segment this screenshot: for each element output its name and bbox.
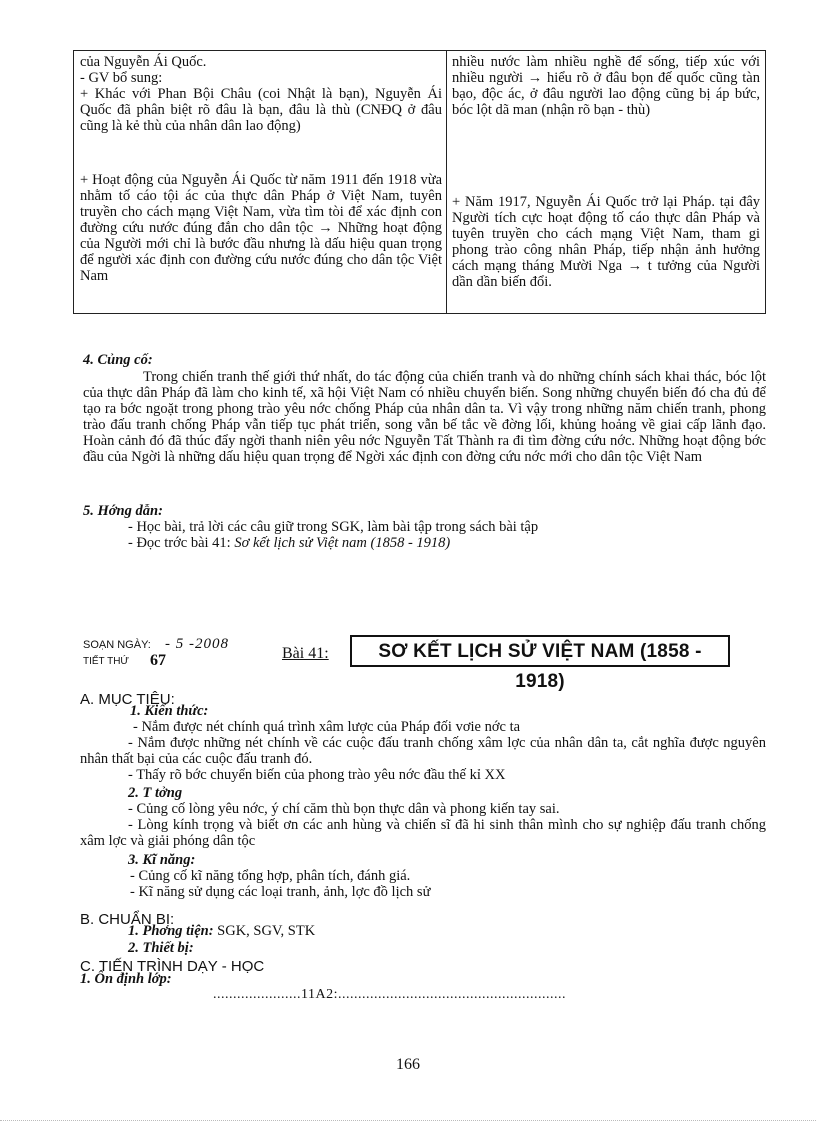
thiet-bi-line: 2. Thiết bị: (128, 940, 194, 956)
section-heading-chuan-bi: B. CHUẨN BỊ: (80, 911, 175, 928)
list-item: - Củng cố kĩ năng tổng hợp, phân tích, đánh giá. (130, 868, 411, 884)
next-lesson-title: Sơ kết lịch sử Việt nam (1858 - 1918) (234, 535, 451, 551)
table-text: nhiều nước làm nhiều nghề để sống, tiếp xúc với nhiều người → hiểu rõ ở đâu bọn đế quốc cũng tàn bạo, độc ác, ở đâu người lao động cũng bị áp bức, bóc lột dã man (nhận rõ bạn - thù) (452, 54, 760, 118)
page-number: 166 (396, 1056, 420, 1073)
class-attendance-line: ......................11A2:......................................................... (213, 987, 566, 1002)
tu-tuong-list (80, 801, 766, 849)
subheading-ki-nang: 3. Kĩ năng: (128, 852, 196, 868)
huong-dan-list (128, 519, 758, 551)
table-cell-right-bottom (452, 194, 760, 290)
on-dinh-lop-line: 1. Ổn định lớp: (80, 971, 172, 987)
table-text: của Nguyễn Ái Quốc. (80, 54, 207, 70)
list-item: - Học bài, trả lời các câu giữ trong SGK, làm bài tập trong sách bài tập (128, 519, 539, 535)
subheading-tu-tuong: 2. T tởng (128, 785, 183, 801)
tiet-thu-label: TIẾT THỨ (83, 656, 129, 667)
section-heading-cung-co: 4. Củng cố: (83, 352, 153, 368)
table-text: - GV bổ sung: (80, 70, 163, 86)
kien-thuc-list (80, 719, 766, 783)
table-cell-left-top (80, 54, 442, 134)
tiet-thu-value: 67 (150, 652, 166, 669)
section-heading-tien-trinh: C. TIẾN TRÌNH DẠY - HỌC (80, 958, 265, 975)
table-text: + Năm 1917, Nguyễn Ái Quốc trở lại Pháp. tại đây Người tích cực hoạt động tố cáo thực dân Pháp và tuyên truyền cho cách mạng Việt Nam, tham gi phong trào công nhân Pháp, tiếp nhận ảnh hưởng cách mạng tháng Mười Nga → t tưởng của Người dần dần biến đổi. (452, 194, 760, 290)
list-item: - Lòng kính trọng và biết ơn các anh hùng và chiến sĩ đã hi sinh thân mình cho sự nghiệp đấu tranh chống xâm lợc và giải phóng dân tộc (80, 817, 766, 849)
table-text: + Hoạt động của Nguyễn Ái Quốc từ năm 1911 đến 1918 vừa nhằm tố cáo tội ác của thực dân Pháp ở Việt Nam, tuyên truyền cho cách mạng Việt Nam, vừa tìm tòi để xác định con đường cứu nước đúng đắn cho dân tộc → Những hoạt động của Người mới chỉ là bước đầu nhưng là dấu hiệu quan trọng để người xác định con đường cứu nước đúng cho dân tộc Việt Nam (80, 172, 442, 284)
table-cell-left-bottom (80, 172, 442, 284)
table-text: + Khác với Phan Bội Châu (coi Nhật là bạn), Nguyễn Ái Quốc đã phân biệt rõ đâu là bạn, đâu là thù (CNĐQ ở đâu cũng là kẻ thù của nhân dân lao động) (80, 86, 442, 134)
list-item: - Kĩ năng sử dụng các loại tranh, ảnh, lợc đồ lịch sử (130, 884, 431, 900)
list-item: - Nắm được nét chính quá trình xâm lược của Pháp đối vơie nớc ta (133, 719, 521, 735)
table-cell-right-top (452, 54, 760, 118)
lesson-number: Bài 41: (282, 645, 329, 662)
soan-ngay-label: SOẠN NGÀY: (83, 639, 151, 651)
page-bottom-rule (0, 1120, 816, 1121)
lesson-activity-table (73, 50, 766, 314)
lesson-title: SƠ KẾT LỊCH SỬ VIỆT NAM (1858 - 1918) (378, 641, 702, 692)
list-item: - Thấy rõ bớc chuyển biến của phong trào yêu nớc đầu thế kỉ XX (128, 767, 506, 783)
table-column-divider (446, 51, 447, 313)
phuong-tien-line: 1. Phơng tiện: SGK, SGV, STK (128, 923, 316, 939)
list-item: - Đọc trớc bài 41: Sơ kết lịch sử Việt nam (1858 - 1918) (128, 535, 451, 551)
subheading-kien-thuc: 1. Kiến thức: (130, 703, 209, 719)
section-heading-muc-tieu: A. MỤC TIÊU: (80, 691, 175, 708)
list-item: - Củng cố lòng yêu nớc, ý chí căm thù bọn thực dân và phong kiến tay sai. (128, 801, 560, 817)
ki-nang-list (130, 868, 760, 900)
section-heading-huong-dan: 5. Hớng dẫn: (83, 503, 163, 519)
cung-co-paragraph: Trong chiến tranh thế giới thứ nhất, do tác động của chiến tranh và do những chính sách khai thác, bóc lột của thực dân Pháp đã làm cho kinh tế, xã hội Việt Nam có nhiều chuyển biến. Song những chuyển biến đó cha đủ để tạo ra bớc ngoặt trong phong trào yêu nớc chống Pháp của nhân dân ta. Vì vậy trong những năm chiến tranh, phong trào đấu tranh chống Pháp vẫn tiếp tục phát triển, song vẫn bế tắc về đờng lối, khủng hoảng về giai cấp lãnh đạo. Hoàn cảnh đó đã thúc đẩy ngời thanh niên yêu nớc Nguyễn Tất Thành ra đi tìm đờng cứu nớc. Những hoạt động bớc đầu của Ngời là những dấu hiệu quan trọng để Ngời xác định con đờng cứu nớc mới cho dân tộc Việt Nam (83, 369, 766, 465)
soan-ngay-value: - 5 -2008 (165, 636, 229, 652)
list-item: - Nắm được những nét chính về các cuộc đấu tranh chống xâm lợc của nhân dân ta, cắt nghĩa được nguyên nhân thất bại của các cuộc đấu tranh đó. (80, 735, 766, 767)
lesson-title-box (350, 635, 730, 692)
